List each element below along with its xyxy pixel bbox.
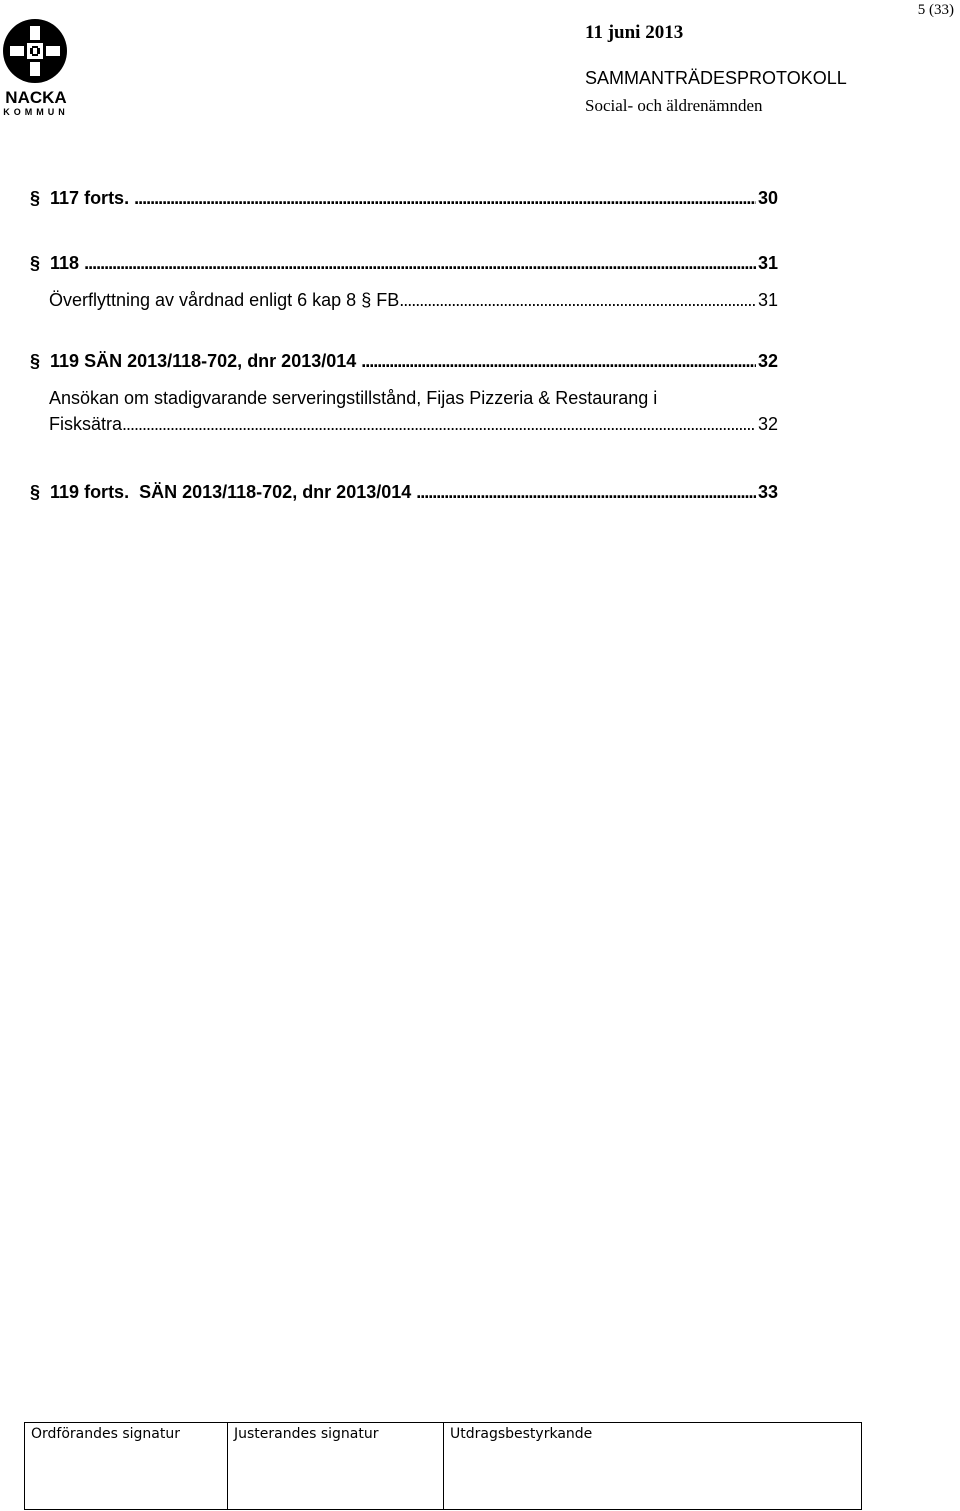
nacka-logo bbox=[0, 18, 74, 118]
toc-subentry-text: Fisksätra bbox=[49, 414, 123, 434]
subentry-title: Överflyttning av vårdnad enligt 6 kap 8 bbox=[49, 290, 357, 310]
toc-page-number: 32 bbox=[757, 351, 778, 371]
toc-page-number: 33 bbox=[757, 482, 778, 502]
chair-signature-label: Ordförandes signatur bbox=[31, 1426, 181, 1442]
section-sign: § bbox=[361, 290, 372, 310]
toc-entry-117-forts bbox=[30, 187, 778, 209]
toc-entry-text bbox=[30, 187, 134, 209]
toc-page-number: 31 bbox=[757, 290, 778, 310]
toc-subentry-serveringstillstand-line1: Ansökan om stadigvarande serveringstillstånd, Fijas Pizzeria & Restaurang i bbox=[49, 388, 658, 408]
dot-leader bbox=[399, 289, 756, 311]
toc-page-number: 31 bbox=[757, 253, 778, 273]
toc-subentry-vardnad bbox=[30, 289, 778, 311]
toc-entry-118 bbox=[30, 252, 778, 311]
adjuster-signature-label: Justerandes signatur bbox=[234, 1426, 379, 1442]
certification-label: Utdragsbestyrkande bbox=[450, 1426, 593, 1442]
subentry-tail: FB bbox=[376, 290, 400, 310]
toc-entry-title: 118 bbox=[50, 253, 80, 273]
logo-name: NACKA bbox=[5, 88, 67, 107]
meeting-date: 11 juni 2013 bbox=[585, 22, 684, 43]
nacka-emblem-icon bbox=[0, 18, 74, 92]
toc-entry-119 bbox=[30, 350, 778, 435]
section-sign: § bbox=[30, 351, 41, 371]
toc-entry-text bbox=[30, 252, 84, 274]
logo-subtitle: KOMMUN bbox=[3, 107, 69, 117]
section-sign: § bbox=[30, 253, 41, 273]
certification-cell bbox=[444, 1423, 862, 1510]
signature-table bbox=[24, 1422, 862, 1510]
toc-subentry-text bbox=[49, 289, 399, 311]
toc-page-number: 30 bbox=[757, 188, 778, 208]
toc-page-number: 32 bbox=[757, 414, 778, 434]
chair-signature-cell bbox=[25, 1423, 228, 1510]
section-sign: § bbox=[30, 482, 41, 502]
toc-entry-text bbox=[30, 481, 416, 503]
toc-entry-title: 119 SÄN 2013/118-702, dnr 2013/014 bbox=[50, 351, 357, 371]
adjuster-signature-cell bbox=[228, 1423, 444, 1510]
document-title: SAMMANTRÄDESPROTOKOLL bbox=[585, 68, 847, 88]
toc-entry-title: 117 forts. bbox=[50, 188, 130, 208]
dot-leader bbox=[416, 481, 756, 503]
toc-entry-text bbox=[30, 350, 361, 372]
page-number: 5 (33) bbox=[917, 2, 954, 18]
toc-entry-119-forts bbox=[30, 481, 778, 503]
dot-leader bbox=[361, 350, 756, 372]
toc-entry-title: 119 forts. SÄN 2013/118-702, dnr 2013/014 bbox=[50, 482, 412, 502]
toc-subentry-serveringstillstand bbox=[30, 413, 778, 435]
dot-leader bbox=[122, 413, 756, 435]
dot-leader bbox=[134, 187, 756, 209]
committee-name: Social- och äldrenämnden bbox=[585, 96, 763, 115]
dot-leader bbox=[84, 252, 756, 274]
section-sign: § bbox=[30, 188, 41, 208]
